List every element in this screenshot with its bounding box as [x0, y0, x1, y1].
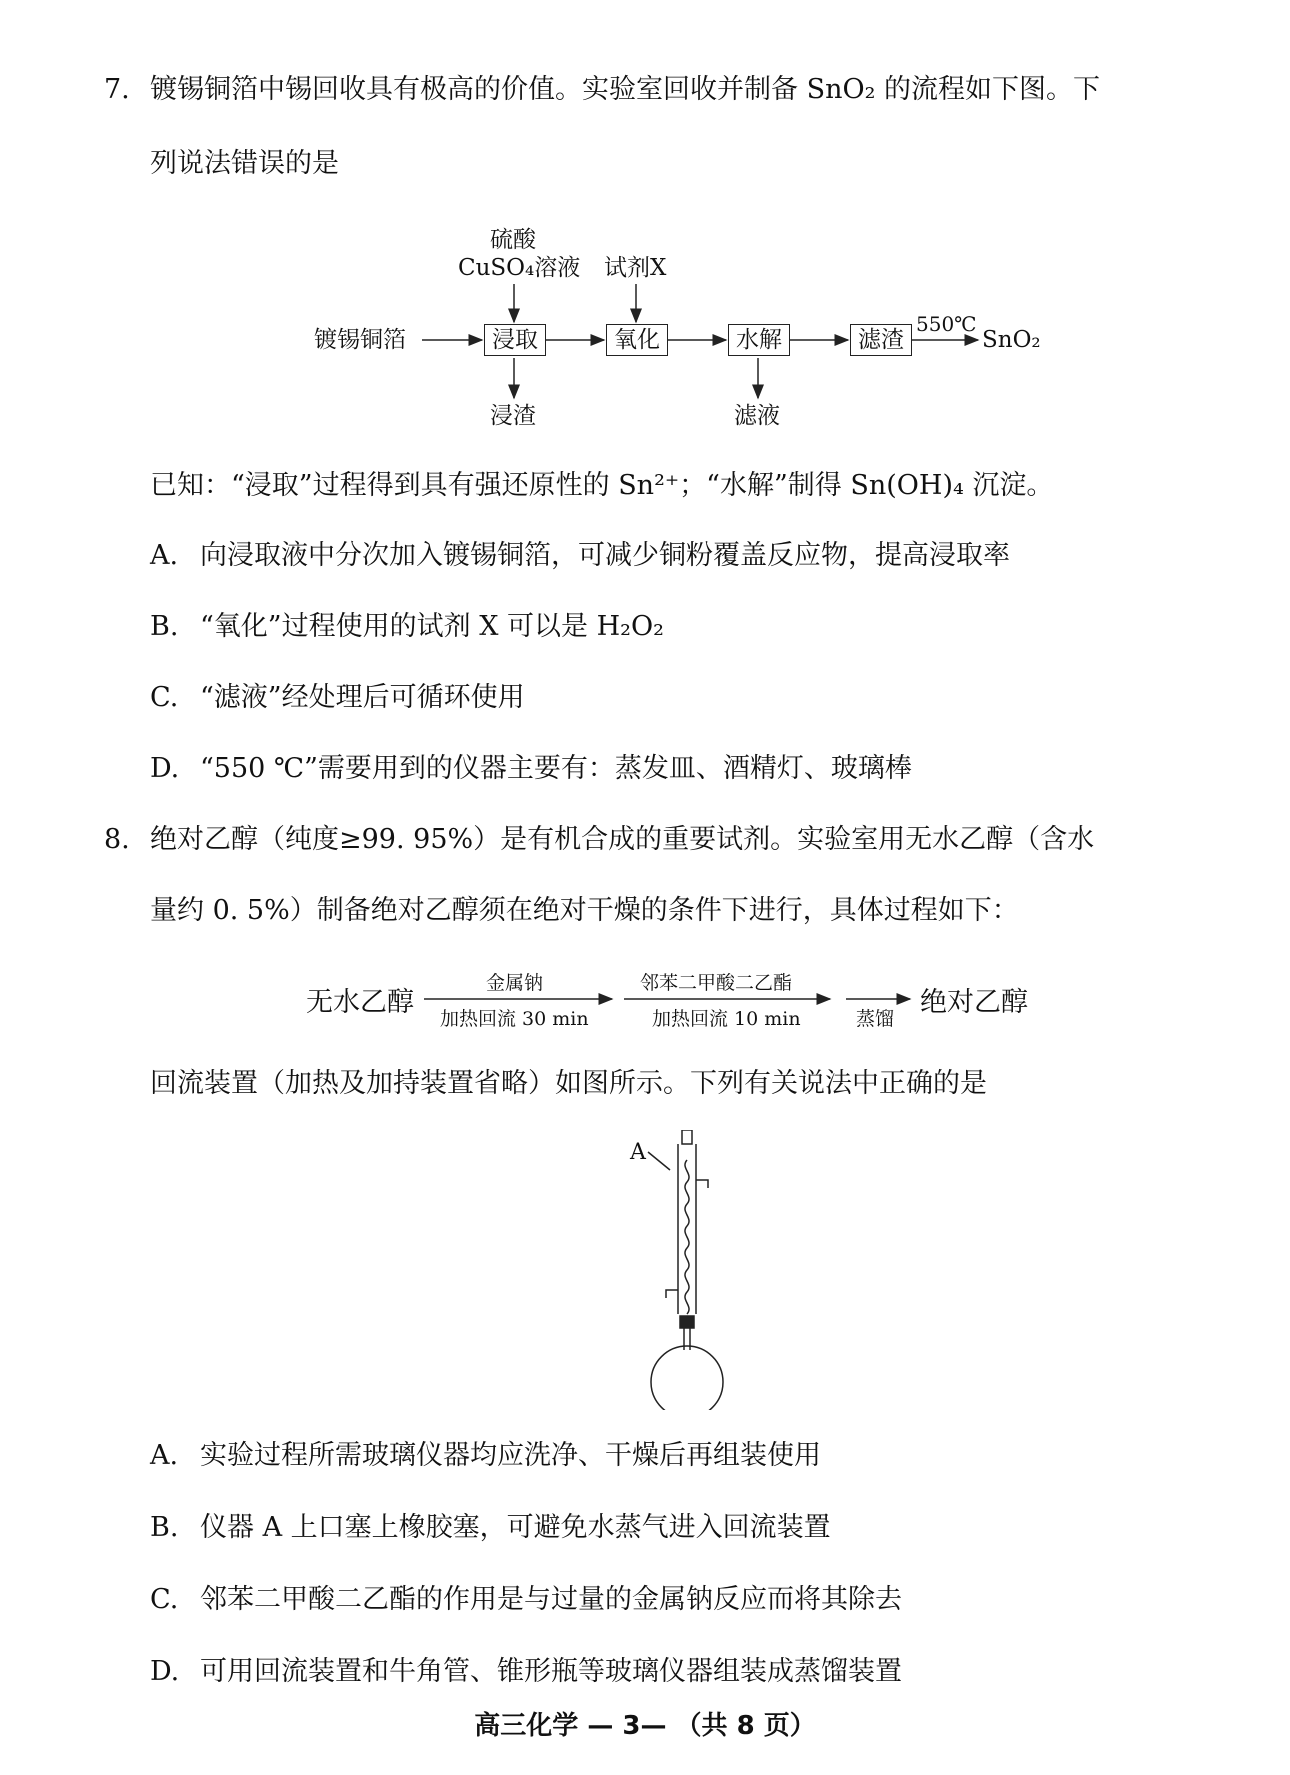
q8-option-b-label: B. — [150, 1512, 179, 1543]
q7-option-c-label: C. — [150, 682, 179, 713]
question-7-number: 7. — [104, 74, 130, 105]
process-end: 绝对乙醇 — [920, 987, 1028, 1018]
flow-step-leach: 浸取 — [484, 324, 546, 356]
question-7-stem-line1: 镀锡铜箔中锡回收具有极高的价值。实验室回收并制备 SnO₂ 的流程如下图。下 — [150, 74, 1101, 105]
flow-step-filter-residue: 滤渣 — [850, 324, 912, 356]
q7-option-b-text: “氧化”过程使用的试剂 X 可以是 H₂O₂ — [200, 611, 664, 642]
flow-start: 镀锡铜箔 — [314, 327, 406, 353]
flow-arrows — [0, 0, 1290, 460]
q8-option-d-label: D. — [150, 1656, 180, 1687]
question-8-stem-line2: 量约 0. 5%）制备绝对乙醇须在绝对干燥的条件下进行，具体过程如下： — [150, 895, 1019, 926]
q8-option-a-label: A. — [150, 1440, 179, 1471]
process-arrow1-top: 金属钠 — [486, 972, 544, 994]
flow-out-residue: 浸渣 — [490, 403, 536, 429]
condenser-flask-drawing — [600, 1130, 760, 1410]
q8-option-c-text: 邻苯二甲酸二乙酯的作用是与过量的金属钠反应而将其除去 — [200, 1584, 902, 1615]
flow-step-hydrolyze: 水解 — [728, 324, 790, 356]
process-arrow1-bottom: 加热回流 30 min — [440, 1008, 589, 1030]
question-7-known: 已知：“浸取”过程得到具有强还原性的 Sn²⁺；“水解”制得 Sn(OH)₄ 沉淀。 — [150, 470, 1054, 501]
q7-option-b-label: B. — [150, 611, 179, 642]
q8-option-d-text: 可用回流装置和牛角管、锥形瓶等玻璃仪器组装成蒸馏装置 — [200, 1656, 902, 1687]
apparatus-label-a: A — [630, 1140, 646, 1165]
q7-option-a-text: 向浸取液中分次加入镀锡铜箔，可减少铜粉覆盖反应物，提高浸取率 — [200, 540, 1010, 571]
question-7-stem-line2: 列说法错误的是 — [150, 148, 339, 179]
process-arrow2-bottom: 加热回流 10 min — [652, 1008, 801, 1030]
question-8-apparatus-text: 回流装置（加热及加持装置省略）如图所示。下列有关说法中正确的是 — [150, 1068, 987, 1099]
process-arrow3-bottom: 蒸馏 — [856, 1008, 895, 1030]
q8-option-c-label: C. — [150, 1584, 179, 1615]
q7-option-d-text: “550 ℃”需要用到的仪器主要有：蒸发皿、酒精灯、玻璃棒 — [200, 753, 912, 784]
question-8-number: 8. — [104, 824, 130, 855]
flow-reagent1-line2: CuSO₄溶液 — [458, 255, 581, 281]
q8-option-b-text: 仪器 A 上口塞上橡胶塞，可避免水蒸气进入回流装置 — [200, 1512, 831, 1543]
flow-step-oxidize: 氧化 — [606, 324, 668, 356]
flow-condition: 550℃ — [916, 312, 977, 336]
q7-option-a-label: A. — [150, 540, 179, 571]
flow-product: SnO₂ — [982, 327, 1041, 353]
q7-option-c-text: “滤液”经处理后可循环使用 — [200, 682, 525, 713]
flow-out-filtrate: 滤液 — [734, 403, 780, 429]
reflux-apparatus — [600, 1130, 760, 1410]
process-arrow2-top: 邻苯二甲酸二乙酯 — [640, 972, 793, 994]
flow-reagent1-line1: 硫酸 — [490, 227, 536, 253]
q8-option-a-text: 实验过程所需玻璃仪器均应洗净、干燥后再组装使用 — [200, 1440, 821, 1471]
page-footer: 高三化学 — 3— （共 8 页） — [474, 1711, 816, 1741]
question-8-stem-line1: 绝对乙醇（纯度≥99. 95%）是有机合成的重要试剂。实验室用无水乙醇（含水 — [150, 824, 1095, 855]
process-start: 无水乙醇 — [306, 987, 414, 1018]
q7-option-d-label: D. — [150, 753, 180, 784]
flow-reagent2: 试剂X — [604, 255, 667, 281]
